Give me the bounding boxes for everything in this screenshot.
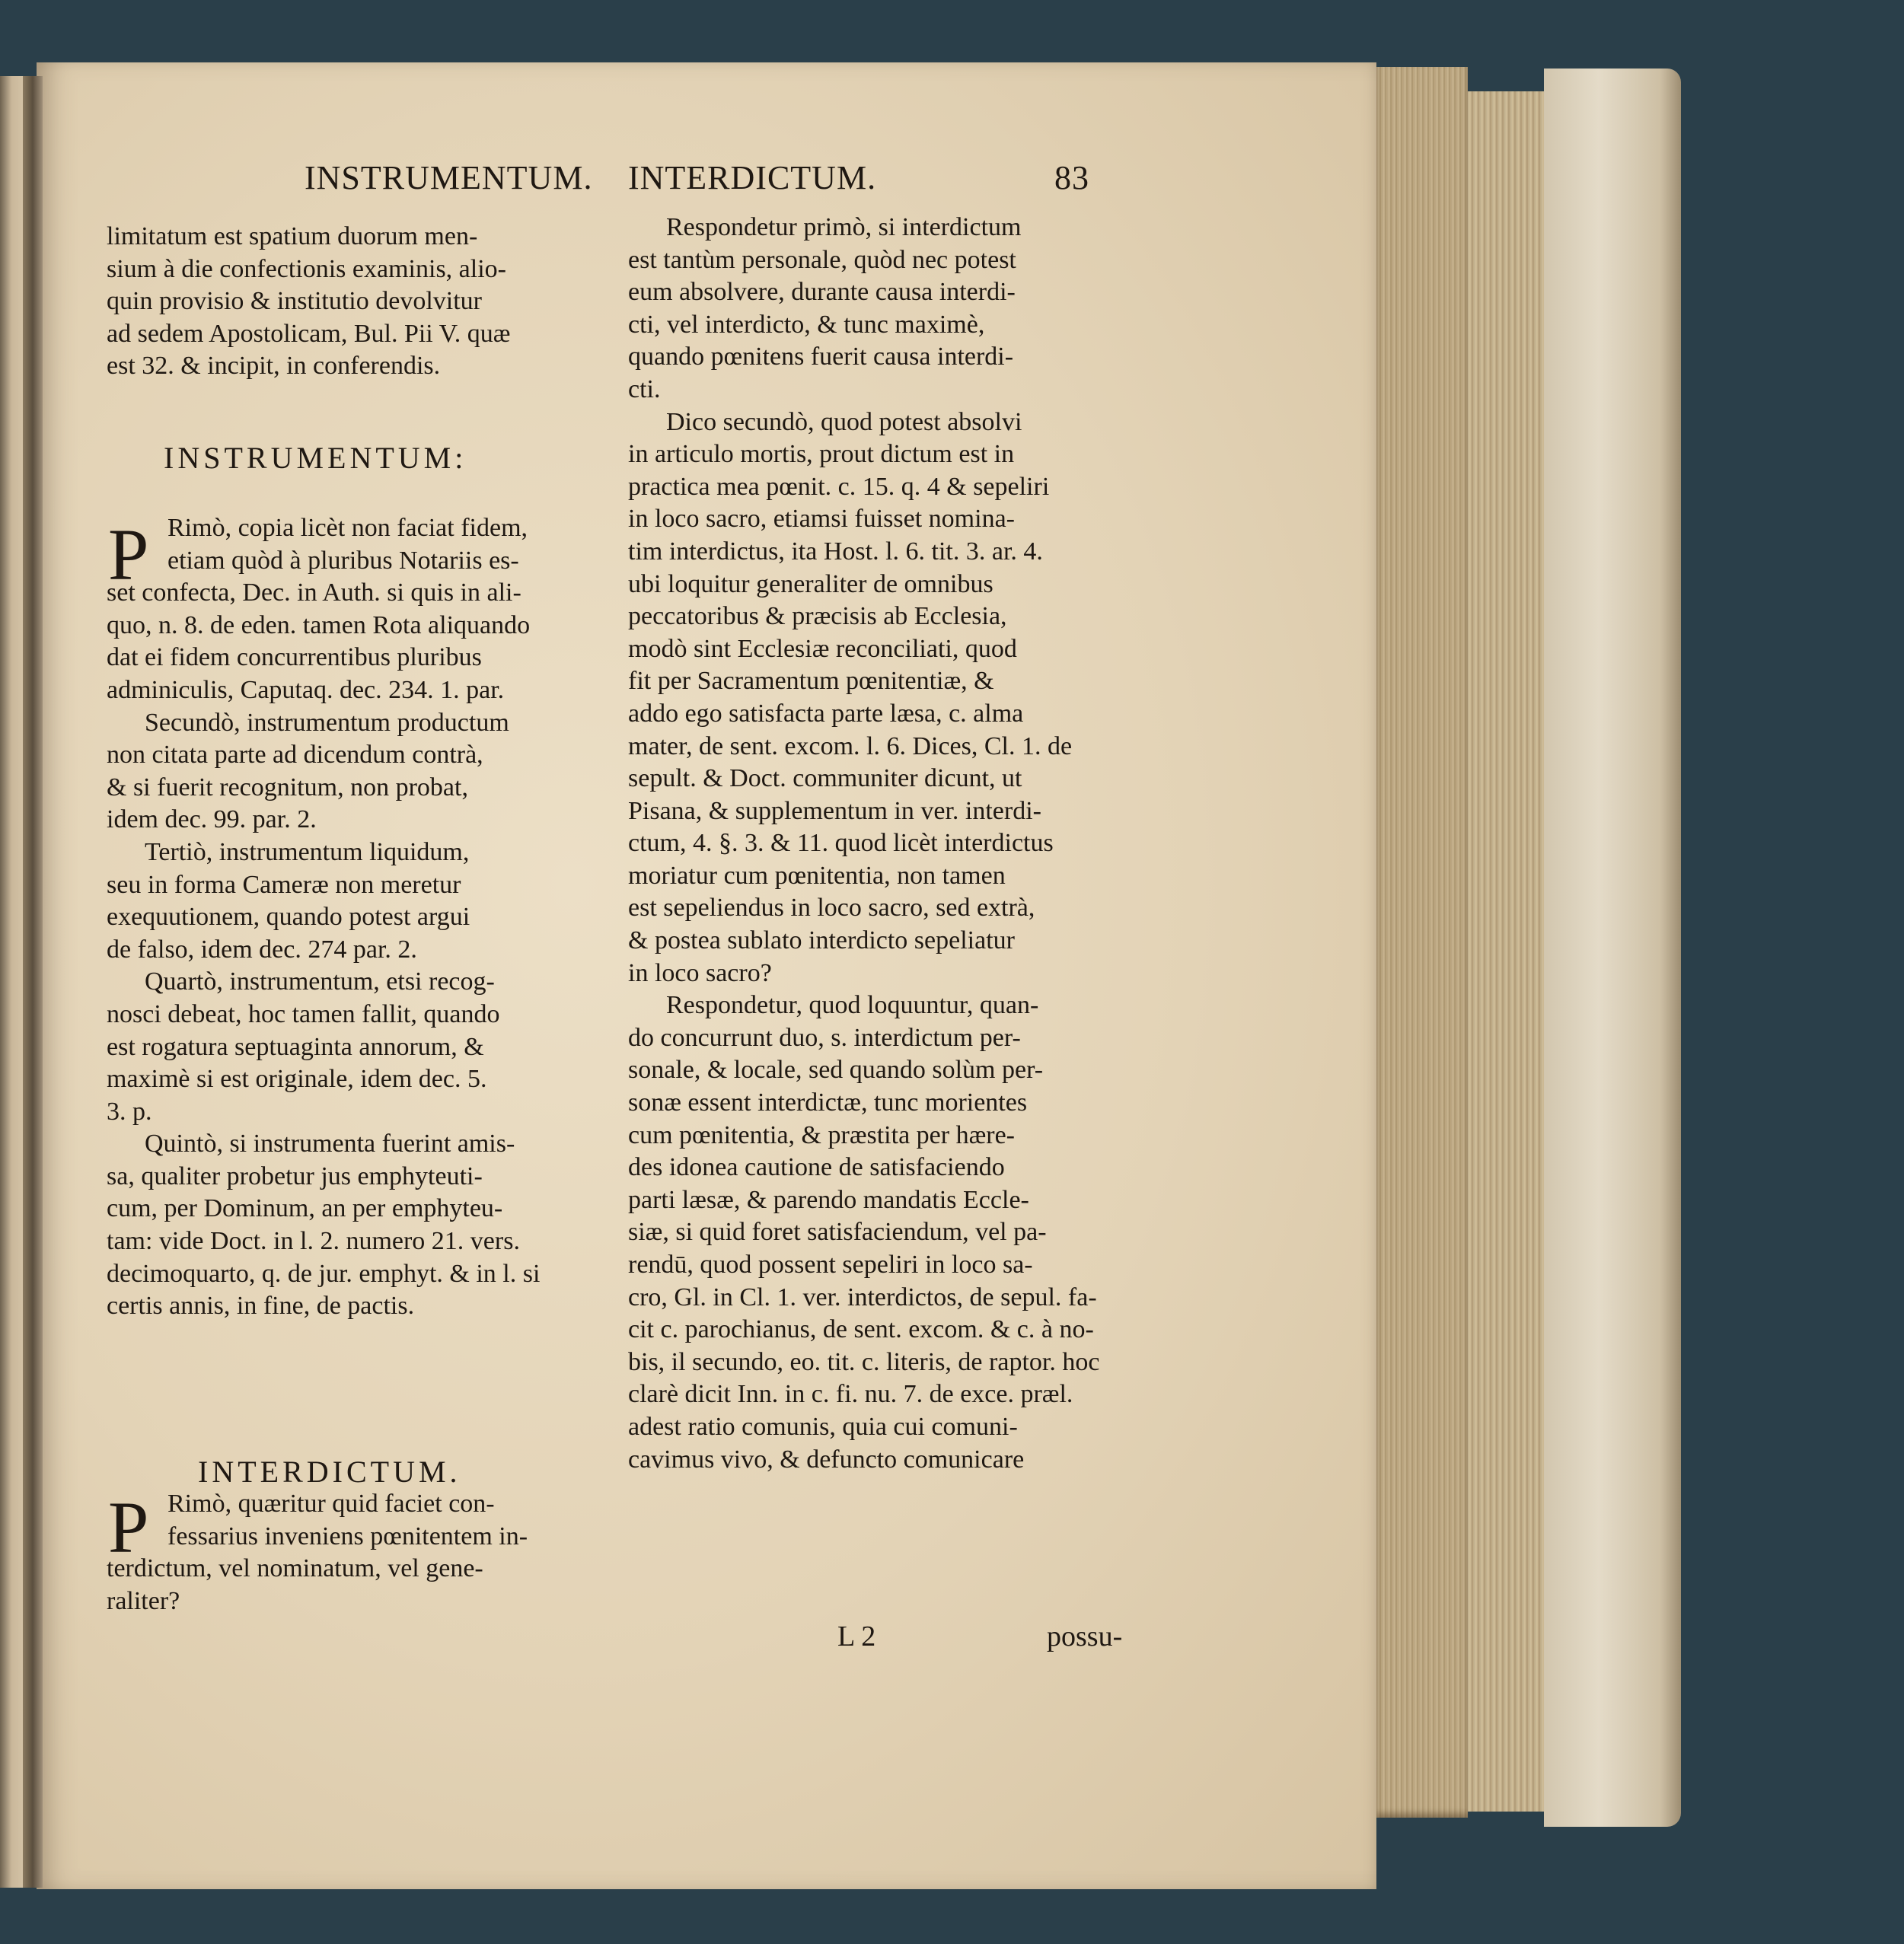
text-line: quando pœnitens fuerit causa interdi- — [628, 343, 1014, 371]
text-line: set confecta, Dec. in Auth. si quis in ali- — [107, 578, 521, 607]
text-line: sium à die confectionis examinis, alio- — [107, 254, 506, 283]
text-line: cum, per Dominum, an per emphyteu- — [107, 1194, 503, 1223]
page-number: 83 — [1054, 159, 1089, 196]
text-line: dat ei fidem concurrentibus pluribus — [107, 643, 482, 672]
text-line: cro, Gl. in Cl. 1. ver. interdictos, de sepul. fa- — [628, 1283, 1097, 1311]
text-line: addo ego satisfacta parte læsa, c. alma — [628, 699, 1024, 728]
catchword: possu- — [1047, 1621, 1123, 1652]
text-line: modò sint Ecclesiæ reconciliati, quod — [628, 634, 1017, 663]
text-line: terdictum, vel nominatum, vel gene- — [107, 1554, 483, 1583]
signature-mark: L 2 — [837, 1621, 876, 1652]
left-column-top — [107, 221, 601, 383]
text-line: est tantùm personale, quòd nec potest — [628, 245, 1016, 274]
text-line: Respondetur primò, si interdictum — [666, 213, 1022, 241]
text-line: Rimò, quæritur quid faciet con- — [167, 1490, 495, 1518]
text-line: & postea sublato interdicto sepeliatur — [628, 926, 1015, 955]
text-line: Secundò, instrumentum productum — [145, 708, 509, 737]
left-column-interdictum — [107, 1488, 601, 1617]
text-line: est rogatura septuaginta annorum, & — [107, 1032, 484, 1061]
text-line: sonale, & locale, sed quando solùm per- — [628, 1056, 1044, 1085]
text-line: mater, de sent. excom. l. 6. Dices, Cl. 1. de — [628, 731, 1073, 760]
text-line: idem dec. 99. par. 2. — [107, 805, 317, 834]
text-line: rendū, quod possent sepeliri in loco sa- — [628, 1251, 1033, 1279]
running-head-right: INTERDICTUM. — [628, 159, 877, 196]
text-line: cti. — [628, 374, 661, 403]
text-line: Tertiò, instrumentum liquidum, — [145, 837, 470, 866]
text-line: in loco sacro? — [628, 958, 772, 987]
text-line: cavimus vivo, & defuncto comunicare — [628, 1445, 1025, 1474]
text-line: Respondetur, quod loquuntur, quan- — [666, 991, 1039, 1020]
text-line: sepult. & Doct. communiter dicunt, ut — [628, 764, 1022, 793]
text-line: ubi loquitur generaliter de omnibus — [628, 569, 993, 598]
text-line: Rimò, copia licèt non faciat fidem, — [167, 514, 528, 542]
text-line: nosci debeat, hoc tamen fallit, quando — [107, 999, 500, 1028]
text-line: bis, il secundo, eo. tit. c. literis, de raptor. hoc — [628, 1347, 1100, 1376]
text-line: de falso, idem dec. 274 par. 2. — [107, 935, 417, 964]
text-line: ad sedem Apostolicam, Bul. Pii V. quæ — [107, 319, 511, 348]
text-line: etiam quòd à pluribus Notariis es- — [167, 546, 519, 575]
text-line: adminiculis, Caputaq. dec. 234. 1. par. — [107, 675, 505, 704]
text-line: Quintò, si instrumenta fuerint amis- — [145, 1130, 515, 1158]
text-line: cti, vel interdicto, & tunc maximè, — [628, 310, 985, 339]
text-line: Dico secundò, quod potest absolvi — [666, 407, 1022, 436]
text-line: tim interdictus, ita Host. l. 6. tit. 3. ar. 4. — [628, 537, 1043, 566]
text-line: peccatoribus & præcisis ab Ecclesia, — [628, 602, 1007, 631]
section-title-instrumentum: INSTRUMENTUM: — [164, 441, 467, 475]
text-line: practica mea pœnit. c. 15. q. 4 & sepeliri — [628, 472, 1050, 501]
text-line: limitatum est spatium duorum men- — [107, 222, 478, 250]
text-line: cit c. parochianus, de sent. excom. & c. à no- — [628, 1315, 1094, 1344]
text-line: exequutionem, quando potest argui — [107, 903, 470, 932]
text-line: est sepeliendus in loco sacro, sed extrà, — [628, 894, 1035, 923]
text-line: certis annis, in fine, de pactis. — [107, 1292, 415, 1321]
text-line: raliter? — [107, 1586, 180, 1615]
text-line: quin provisio & institutio devolvitur — [107, 287, 482, 316]
text-line: sonæ essent interdictæ, tunc morientes — [628, 1088, 1028, 1117]
text-line: seu in forma Cameræ non meretur — [107, 870, 461, 899]
text-line: & si fuerit recognitum, non probat, — [107, 773, 468, 802]
text-line: in loco sacro, etiamsi fuisset nomina- — [628, 505, 1015, 534]
right-column — [628, 212, 1134, 1476]
text-line: est 32. & incipit, in conferendis. — [107, 352, 441, 381]
running-head-left: INSTRUMENTUM. — [305, 159, 593, 196]
text-line: moriatur cum pœnitentia, non tamen — [628, 861, 1006, 890]
text-line: eum absolvere, durante causa interdi- — [628, 278, 1016, 307]
text-line: Pisana, & supplementum in ver. interdi- — [628, 796, 1041, 825]
text-line: Quartò, instrumentum, etsi recog- — [145, 967, 495, 996]
text-line: maximè si est originale, idem dec. 5. — [107, 1065, 487, 1094]
text-line: ctum, 4. §. 3. & 11. quod licèt interdictus — [628, 829, 1054, 858]
text-line: cum pœnitentia, & præstita per hære- — [628, 1120, 1015, 1149]
text-line: siæ, si quid foret satisfaciendum, vel pa- — [628, 1218, 1047, 1247]
text-line: sa, qualiter probetur jus emphyteuti- — [107, 1162, 483, 1190]
text-line: tam: vide Doct. in l. 2. numero 21. vers. — [107, 1227, 520, 1256]
text-line: fessarius inveniens pœnitentem in- — [167, 1522, 528, 1550]
section-title-interdictum: INTERDICTUM. — [198, 1455, 461, 1489]
text-line: decimoquarto, q. de jur. emphyt. & in l. si — [107, 1259, 541, 1288]
text-line: parti læsæ, & parendo mandatis Eccle- — [628, 1185, 1029, 1214]
text-line: 3. p. — [107, 1097, 152, 1126]
text-line: des idonea cautione de satisfaciendo — [628, 1153, 1005, 1182]
text-line: in articulo mortis, prout dictum est in — [628, 440, 1015, 469]
text-line: adest ratio comunis, quia cui comuni- — [628, 1412, 1018, 1441]
text-line: do concurrunt duo, s. interdictum per- — [628, 1023, 1021, 1052]
drop-cap-interdictum: P — [108, 1487, 149, 1568]
drop-cap-instrumentum: P — [108, 514, 149, 595]
text-line: quo, n. 8. de eden. tamen Rota aliquando — [107, 610, 531, 639]
text-line: fit per Sacramentum pœnitentiæ, & — [628, 667, 994, 696]
left-column-instrumentum — [107, 512, 601, 1323]
text-line: clarè dicit Inn. in c. fi. nu. 7. de exce. præl. — [628, 1380, 1073, 1409]
text-line: non citata parte ad dicendum contrà, — [107, 741, 483, 770]
